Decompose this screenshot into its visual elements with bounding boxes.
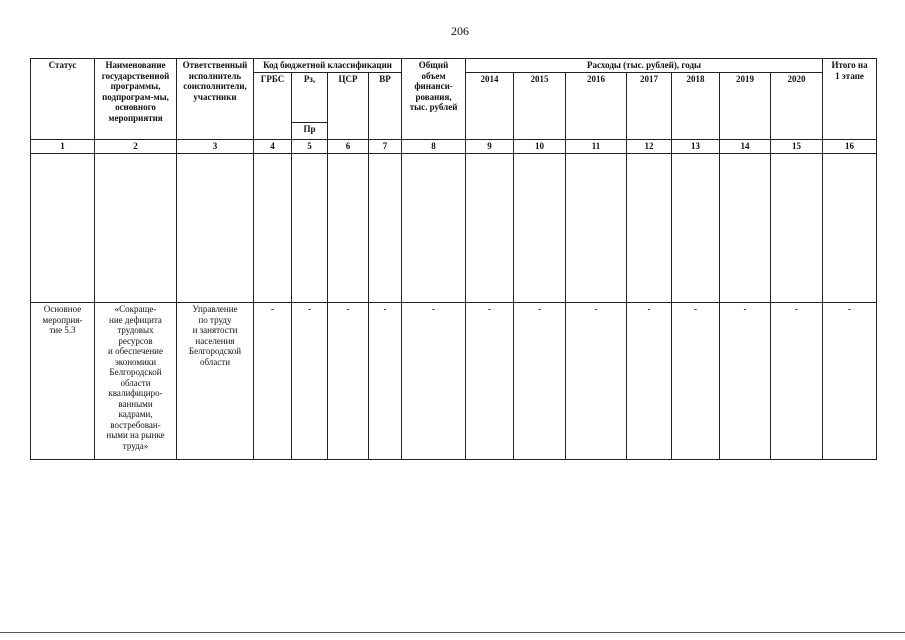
header-year-2017: 2017 — [627, 72, 672, 140]
empty-cell — [177, 154, 254, 303]
header-year-2020: 2020 — [771, 72, 823, 140]
column-number: 1 — [31, 140, 95, 154]
column-number: 11 — [566, 140, 627, 154]
header-total-funding: Общий объем финанси- рования, тыс. рублей — [402, 59, 466, 140]
empty-cell — [292, 154, 328, 303]
column-number: 7 — [369, 140, 402, 154]
empty-cell — [328, 154, 369, 303]
empty-cell — [402, 154, 466, 303]
column-number: 12 — [627, 140, 672, 154]
row-value-total: - — [402, 303, 466, 460]
column-number: 14 — [720, 140, 771, 154]
empty-cell — [672, 154, 720, 303]
table-row — [31, 303, 877, 460]
column-number: 10 — [514, 140, 566, 154]
column-number: 6 — [328, 140, 369, 154]
empty-row — [31, 154, 877, 303]
row-value-2016: - — [566, 303, 627, 460]
header-year-2015: 2015 — [514, 72, 566, 140]
empty-cell — [95, 154, 177, 303]
row-value-vr: - — [369, 303, 402, 460]
page-number: 206 — [451, 24, 469, 38]
empty-cell — [720, 154, 771, 303]
header-code-vr: ВР — [369, 72, 402, 140]
empty-cell — [627, 154, 672, 303]
row-name: «Сокраще- ние дефицита трудовых ресурсов и обеспечение экономики Белгородской области квалифициро- ванными кадрами, востребован- ными на рынке труда» — [95, 303, 177, 460]
empty-cell — [514, 154, 566, 303]
row-value-2018: - — [672, 303, 720, 460]
header-code-csr: ЦСР — [328, 72, 369, 140]
row-value-2019: - — [720, 303, 771, 460]
header-expenses: Расходы (тыс. рублей), годы — [466, 59, 823, 73]
row-value-2015: - — [514, 303, 566, 460]
row-value-2017: - — [627, 303, 672, 460]
header-budget-code: Код бюджетной классификации — [254, 59, 402, 73]
row-executor: Управление по труду и занятости населения Белгородской области — [177, 303, 254, 460]
budget-table — [30, 58, 877, 460]
column-number: 3 — [177, 140, 254, 154]
header-status: Статус — [31, 59, 95, 140]
row-value-grbs: - — [254, 303, 292, 460]
header-code-rz: Рз, — [292, 72, 328, 122]
empty-cell — [31, 154, 95, 303]
row-value-stage-total: - — [823, 303, 877, 460]
row-value-csr: - — [328, 303, 369, 460]
empty-cell — [566, 154, 627, 303]
column-number: 16 — [823, 140, 877, 154]
empty-cell — [254, 154, 292, 303]
header-year-2016: 2016 — [566, 72, 627, 140]
column-number: 4 — [254, 140, 292, 154]
header-code-grbs: ГРБС — [254, 72, 292, 140]
row-value-2014: - — [466, 303, 514, 460]
header-executor: Ответственный исполнитель соисполнители, участники — [177, 59, 254, 140]
header-year-2018: 2018 — [672, 72, 720, 140]
row-status: Основное мероприя- тие 5.3 — [31, 303, 95, 460]
header-stage-total: Итого на 1 этапе — [823, 59, 877, 140]
empty-cell — [466, 154, 514, 303]
header-name: Наименование государственной программы, подпрограм-мы, основного мероприятия — [95, 59, 177, 140]
header-row-1 — [31, 59, 877, 73]
column-number: 9 — [466, 140, 514, 154]
empty-cell — [771, 154, 823, 303]
row-value-2020: - — [771, 303, 823, 460]
column-number: 15 — [771, 140, 823, 154]
column-number: 13 — [672, 140, 720, 154]
column-number: 5 — [292, 140, 328, 154]
empty-cell — [823, 154, 877, 303]
header-year-2019: 2019 — [720, 72, 771, 140]
column-numbers-row — [31, 140, 877, 154]
column-number: 8 — [402, 140, 466, 154]
empty-cell — [369, 154, 402, 303]
page-bottom-border — [0, 632, 905, 633]
header-code-pr: Пр — [292, 122, 328, 140]
column-number: 2 — [95, 140, 177, 154]
row-value-rz-pr: - — [292, 303, 328, 460]
header-year-2014: 2014 — [466, 72, 514, 140]
